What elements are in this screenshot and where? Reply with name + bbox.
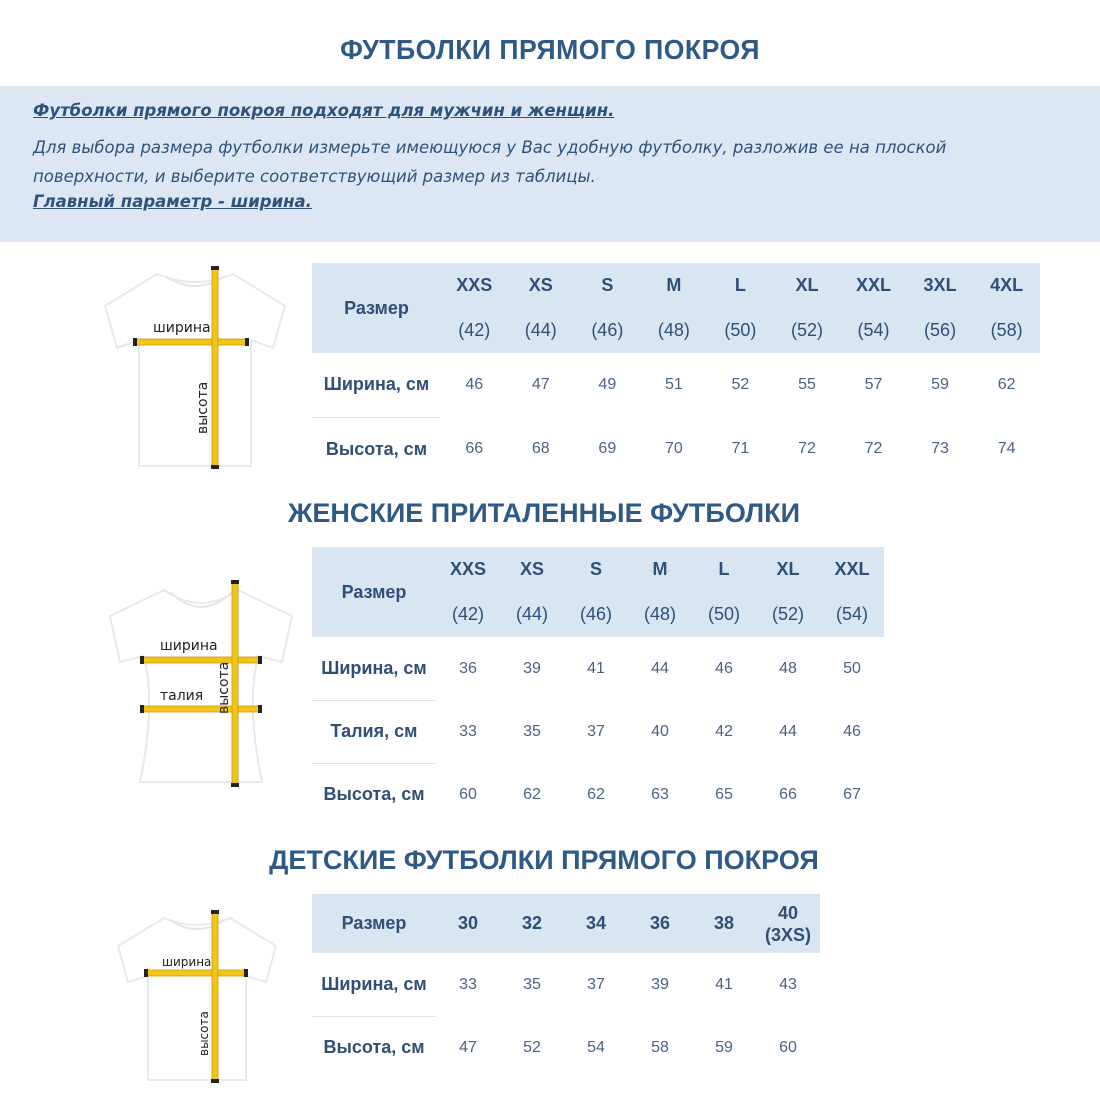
women-section-title: ЖЕНСКИЕ ПРИТАЛЕННЫЕ ФУТБОЛКИ (287, 498, 800, 528)
size-number: (58) (990, 320, 1023, 340)
intro-description-1: Для выбора размера футболки измерьте имеющуюся у Вас удобную футболку, разложив ее на плоской (33, 138, 947, 157)
cell: 33 (459, 722, 477, 740)
size-number: 30 (457, 913, 479, 933)
cell: 41 (587, 659, 605, 677)
size-number: (46) (591, 320, 624, 340)
cell: 36 (459, 659, 477, 677)
cell: 35 (523, 975, 541, 993)
width-tape-icon (146, 970, 246, 976)
cell: 43 (779, 975, 797, 993)
size-number: (52) (790, 320, 823, 340)
row-label: Ширина, см (312, 953, 436, 1016)
size-number: (54) (835, 604, 868, 624)
size-letter: XL (776, 559, 800, 579)
intro-panel (0, 86, 1100, 242)
cell: 39 (651, 975, 669, 993)
size-letter: XXS (456, 275, 493, 295)
cell: 72 (864, 440, 883, 457)
width-label: ширина (160, 638, 218, 654)
intro-main-parameter: Главный параметр - ширина. (33, 192, 312, 211)
kids-size-table (312, 894, 820, 1079)
size-number: 36 (649, 913, 671, 933)
cell: 70 (664, 440, 683, 457)
cell: 62 (587, 785, 605, 803)
cell: 60 (459, 785, 477, 803)
size-letter: S (601, 275, 614, 295)
page-title: ФУТБОЛКИ ПРЯМОГО ПОКРОЯ (340, 34, 760, 65)
cell: 68 (531, 440, 550, 457)
cell: 66 (779, 785, 797, 803)
width-label: ширина (153, 320, 211, 336)
table-row-height (312, 417, 1040, 481)
cell: 59 (715, 1038, 733, 1056)
size-number: (44) (515, 604, 548, 624)
cell: 39 (523, 659, 541, 677)
size-number: (42) (451, 604, 484, 624)
size-number: 32 (521, 913, 543, 933)
cell: 35 (523, 722, 541, 740)
size-letter: 3XL (923, 275, 957, 295)
size-number: 38 (713, 913, 735, 933)
cell: 44 (651, 659, 669, 677)
size-letter: XXL (834, 559, 870, 579)
cell: 62 (523, 785, 541, 803)
cell: 62 (997, 376, 1016, 393)
height-label: высота (195, 381, 211, 434)
cell: 72 (798, 440, 816, 457)
cell: 37 (587, 722, 605, 740)
size-letter: XS (528, 275, 553, 295)
row-label: Талия, см (312, 700, 436, 763)
cell: 54 (587, 1038, 605, 1056)
cell: 74 (997, 440, 1016, 457)
cell: 50 (843, 659, 861, 677)
cell: 47 (459, 1038, 477, 1056)
size-number: 34 (585, 913, 607, 933)
width-tape-icon (142, 657, 260, 663)
size-letter: L (734, 275, 746, 295)
width-label: ширина (162, 955, 212, 969)
size-number: (48) (643, 604, 676, 624)
women-tshirt-illustration (96, 576, 306, 794)
cell: 66 (465, 440, 484, 457)
size-letter: XXS (449, 559, 487, 579)
cell: 60 (779, 1038, 797, 1056)
cell: 67 (843, 785, 861, 803)
waist-label: талия (160, 688, 204, 704)
row-label: Высота, см (323, 784, 425, 805)
cell: 37 (587, 975, 605, 993)
size-letter: 4XL (990, 275, 1024, 295)
size-header: Размер (341, 581, 407, 602)
size-letter: M (652, 559, 668, 579)
cell: 44 (779, 722, 797, 740)
size-number-last (756, 894, 820, 953)
cell: 46 (843, 722, 861, 740)
size-number: (56) (924, 320, 957, 340)
size-letter: M (666, 275, 682, 295)
height-label: высота (197, 1011, 211, 1056)
height-tape-icon (232, 582, 238, 786)
size-number: (46) (579, 604, 612, 624)
size-number: (50) (707, 604, 740, 624)
cell: 46 (465, 376, 484, 393)
table-row-height (312, 763, 884, 826)
height-tape-icon (212, 268, 218, 468)
size-header: Размер (341, 913, 407, 933)
intro-lead: Футболки прямого покроя подходят для мужчин и женщин. (33, 101, 615, 120)
intro-description-2: поверхности, и выберите соответствующий размер из таблицы. (33, 167, 596, 186)
table-row-width (312, 637, 884, 700)
cell: 63 (651, 785, 669, 803)
cell: 46 (715, 659, 733, 677)
size-number: (54) (857, 320, 890, 340)
table-row-width (312, 353, 1040, 417)
size-number: (44) (524, 320, 557, 340)
unisex-size-table (312, 263, 1040, 481)
row-label: Ширина, см (312, 353, 441, 417)
row-label: Высота, см (323, 1037, 425, 1058)
width-tape-icon (135, 339, 247, 345)
size-note: (3XS) (764, 924, 811, 945)
cell: 51 (664, 376, 683, 393)
size-letter: XS (519, 559, 544, 579)
waist-tape-icon (142, 706, 260, 712)
row-label: Высота, см (325, 438, 428, 459)
cell: 73 (931, 440, 949, 457)
size-number: (42) (458, 320, 491, 340)
size-header: Размер (344, 297, 409, 318)
cell: 58 (651, 1038, 669, 1056)
table-row-waist (312, 700, 884, 763)
cell: 49 (598, 376, 617, 393)
cell: 40 (651, 722, 669, 740)
cell: 33 (459, 975, 477, 993)
size-letter: XXL (856, 275, 892, 295)
unisex-tshirt-illustration (95, 262, 295, 472)
cell: 55 (798, 376, 816, 393)
table-row-height (312, 1016, 820, 1079)
cell: 71 (731, 440, 750, 457)
row-label: Ширина, см (312, 637, 436, 700)
women-size-table (312, 547, 884, 826)
cell: 59 (931, 376, 949, 393)
cell: 52 (523, 1038, 541, 1056)
size-number: (52) (771, 604, 804, 624)
height-label: высота (216, 661, 232, 714)
kids-section-title: ДЕТСКИЕ ФУТБОЛКИ ПРЯМОГО ПОКРОЯ (269, 845, 819, 875)
table-row-width (312, 953, 820, 1016)
cell: 57 (864, 376, 883, 393)
cell: 65 (715, 785, 733, 803)
size-letter: XL (795, 275, 819, 295)
kids-tshirt-illustration (110, 908, 285, 1086)
cell: 47 (531, 376, 550, 393)
cell: 41 (715, 975, 733, 993)
size-letter: S (589, 559, 602, 579)
cell: 48 (779, 659, 797, 677)
size-number: (48) (657, 320, 690, 340)
height-tape-icon (212, 912, 218, 1082)
size-number: (50) (724, 320, 757, 340)
size-number: 40 (777, 902, 799, 923)
cell: 42 (715, 722, 733, 740)
size-letter: L (718, 559, 730, 579)
cell: 52 (731, 376, 750, 393)
cell: 69 (598, 440, 617, 457)
